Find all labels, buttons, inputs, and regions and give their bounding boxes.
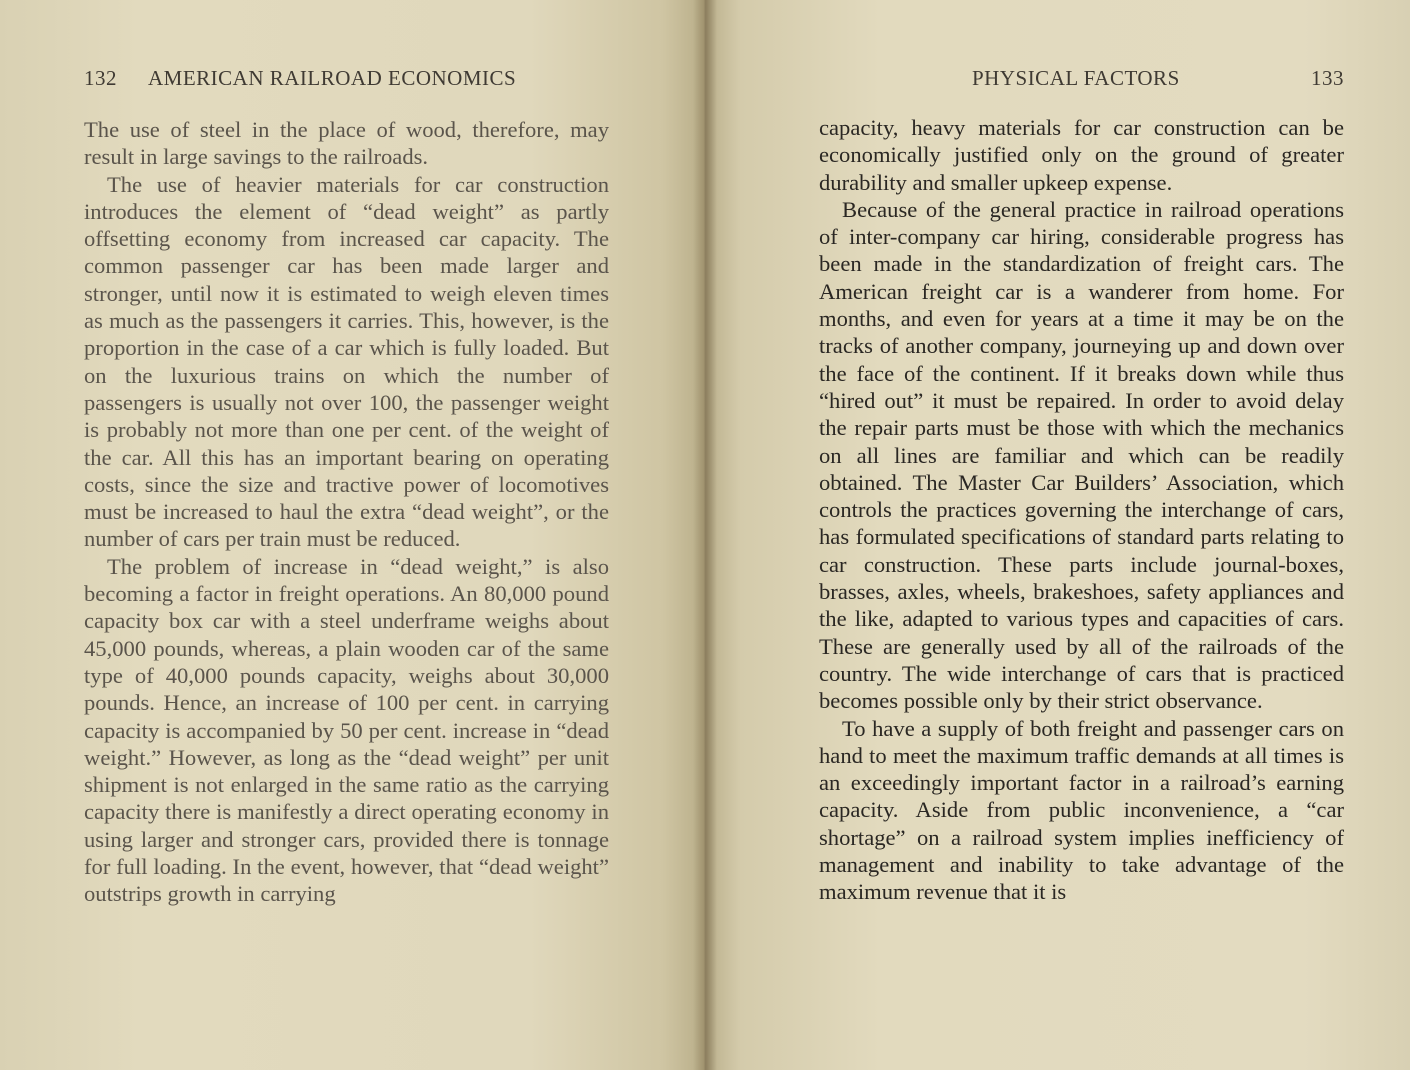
- right-text-column: [819, 114, 1344, 906]
- right-running-title: PHYSICAL FACTORS: [972, 66, 1180, 90]
- left-running-head: [84, 66, 609, 98]
- right-paragraph-2: Because of the general practice in railroad operations of inter-company car hiring, considerable progress has been made in the standardization of freight cars. The American freight car is a wanderer from home. For months, and even for years at a time it may be on the tracks of another company, journeying up and down over the face of the continent. If it breaks down while thus “hired out” it must be repaired. In order to avoid delay the repair parts must be those with which the mechanics on all lines are familiar and which can be readily obtained. The Master Car Builders’ Association, which controls the practices governing the interchange of cars, has formulated specifications of standard parts relating to car construction. These parts include journal-boxes, brasses, axles, wheels, brakeshoes, safety appliances and the like, adapted to various types and capacities of cars. These are generally used by all of the railroads of the country. The wide interchange of cars that is practiced becomes possible only by their strict observance.: [819, 196, 1344, 714]
- right-paragraph-3: To have a supply of both freight and passenger cars on hand to meet the maximum traffic demands at all times is an exceedingly important factor in a railroad’s earning capacity. Aside from public inconvenience, a “car shortage” on a railroad system implies inefficiency of management and inability to take advantage of the maximum revenue that it is: [819, 715, 1344, 905]
- left-running-title: AMERICAN RAILROAD ECONOMICS: [148, 66, 517, 90]
- left-paragraph-2: The use of heavier materials for car construction introduces the element of “dead weight” as partly offsetting economy from increased car capacity. The common passenger car has been made larger and stronger, until now it is estimated to weigh eleven times as much as the passengers it carries. This, however, is the proportion in the case of a car which is fully loaded. But on the luxurious trains on which the number of passengers is usually not over 100, the passenger weight is probably not more than one per cent. of the weight of the car. All this has an important bearing on operating costs, since the size and tractive power of locomotives must be increased to haul the extra “dead weight”, or the number of cars per train must be reduced.: [84, 171, 609, 552]
- book-gutter: [693, 0, 717, 1070]
- left-paragraph-1: The use of steel in the place of wood, therefore, may result in large savings to the railroads.: [84, 117, 609, 170]
- right-paragraph-1: capacity, heavy materials for car construction can be economically justified only on the ground of greater durability and smaller upkeep expense.: [819, 115, 1344, 195]
- left-page-number: 132: [84, 66, 117, 90]
- right-running-head: [822, 66, 1344, 98]
- left-paragraph-3: The problem of increase in “dead weight,” is also becoming a factor in freight operations. An 80,000 pound capacity box car with a steel underframe weighs about 45,000 pounds, whereas, a plain wooden car of the same type of 40,000 pounds capacity, weighs about 30,000 pounds. Hence, an increase of 100 per cent. in carrying capacity is accompanied by 50 per cent. increase in “dead weight.” However, as long as the “dead weight” per unit shipment is not enlarged in the same ratio as the carrying capacity there is manifestly a direct operating economy in using larger and stronger cars, provided there is tonnage for full loading. In the event, however, that “dead weight” outstrips growth in carrying: [84, 553, 609, 907]
- left-text-column: [84, 116, 609, 908]
- right-page-number: 133: [1311, 66, 1344, 90]
